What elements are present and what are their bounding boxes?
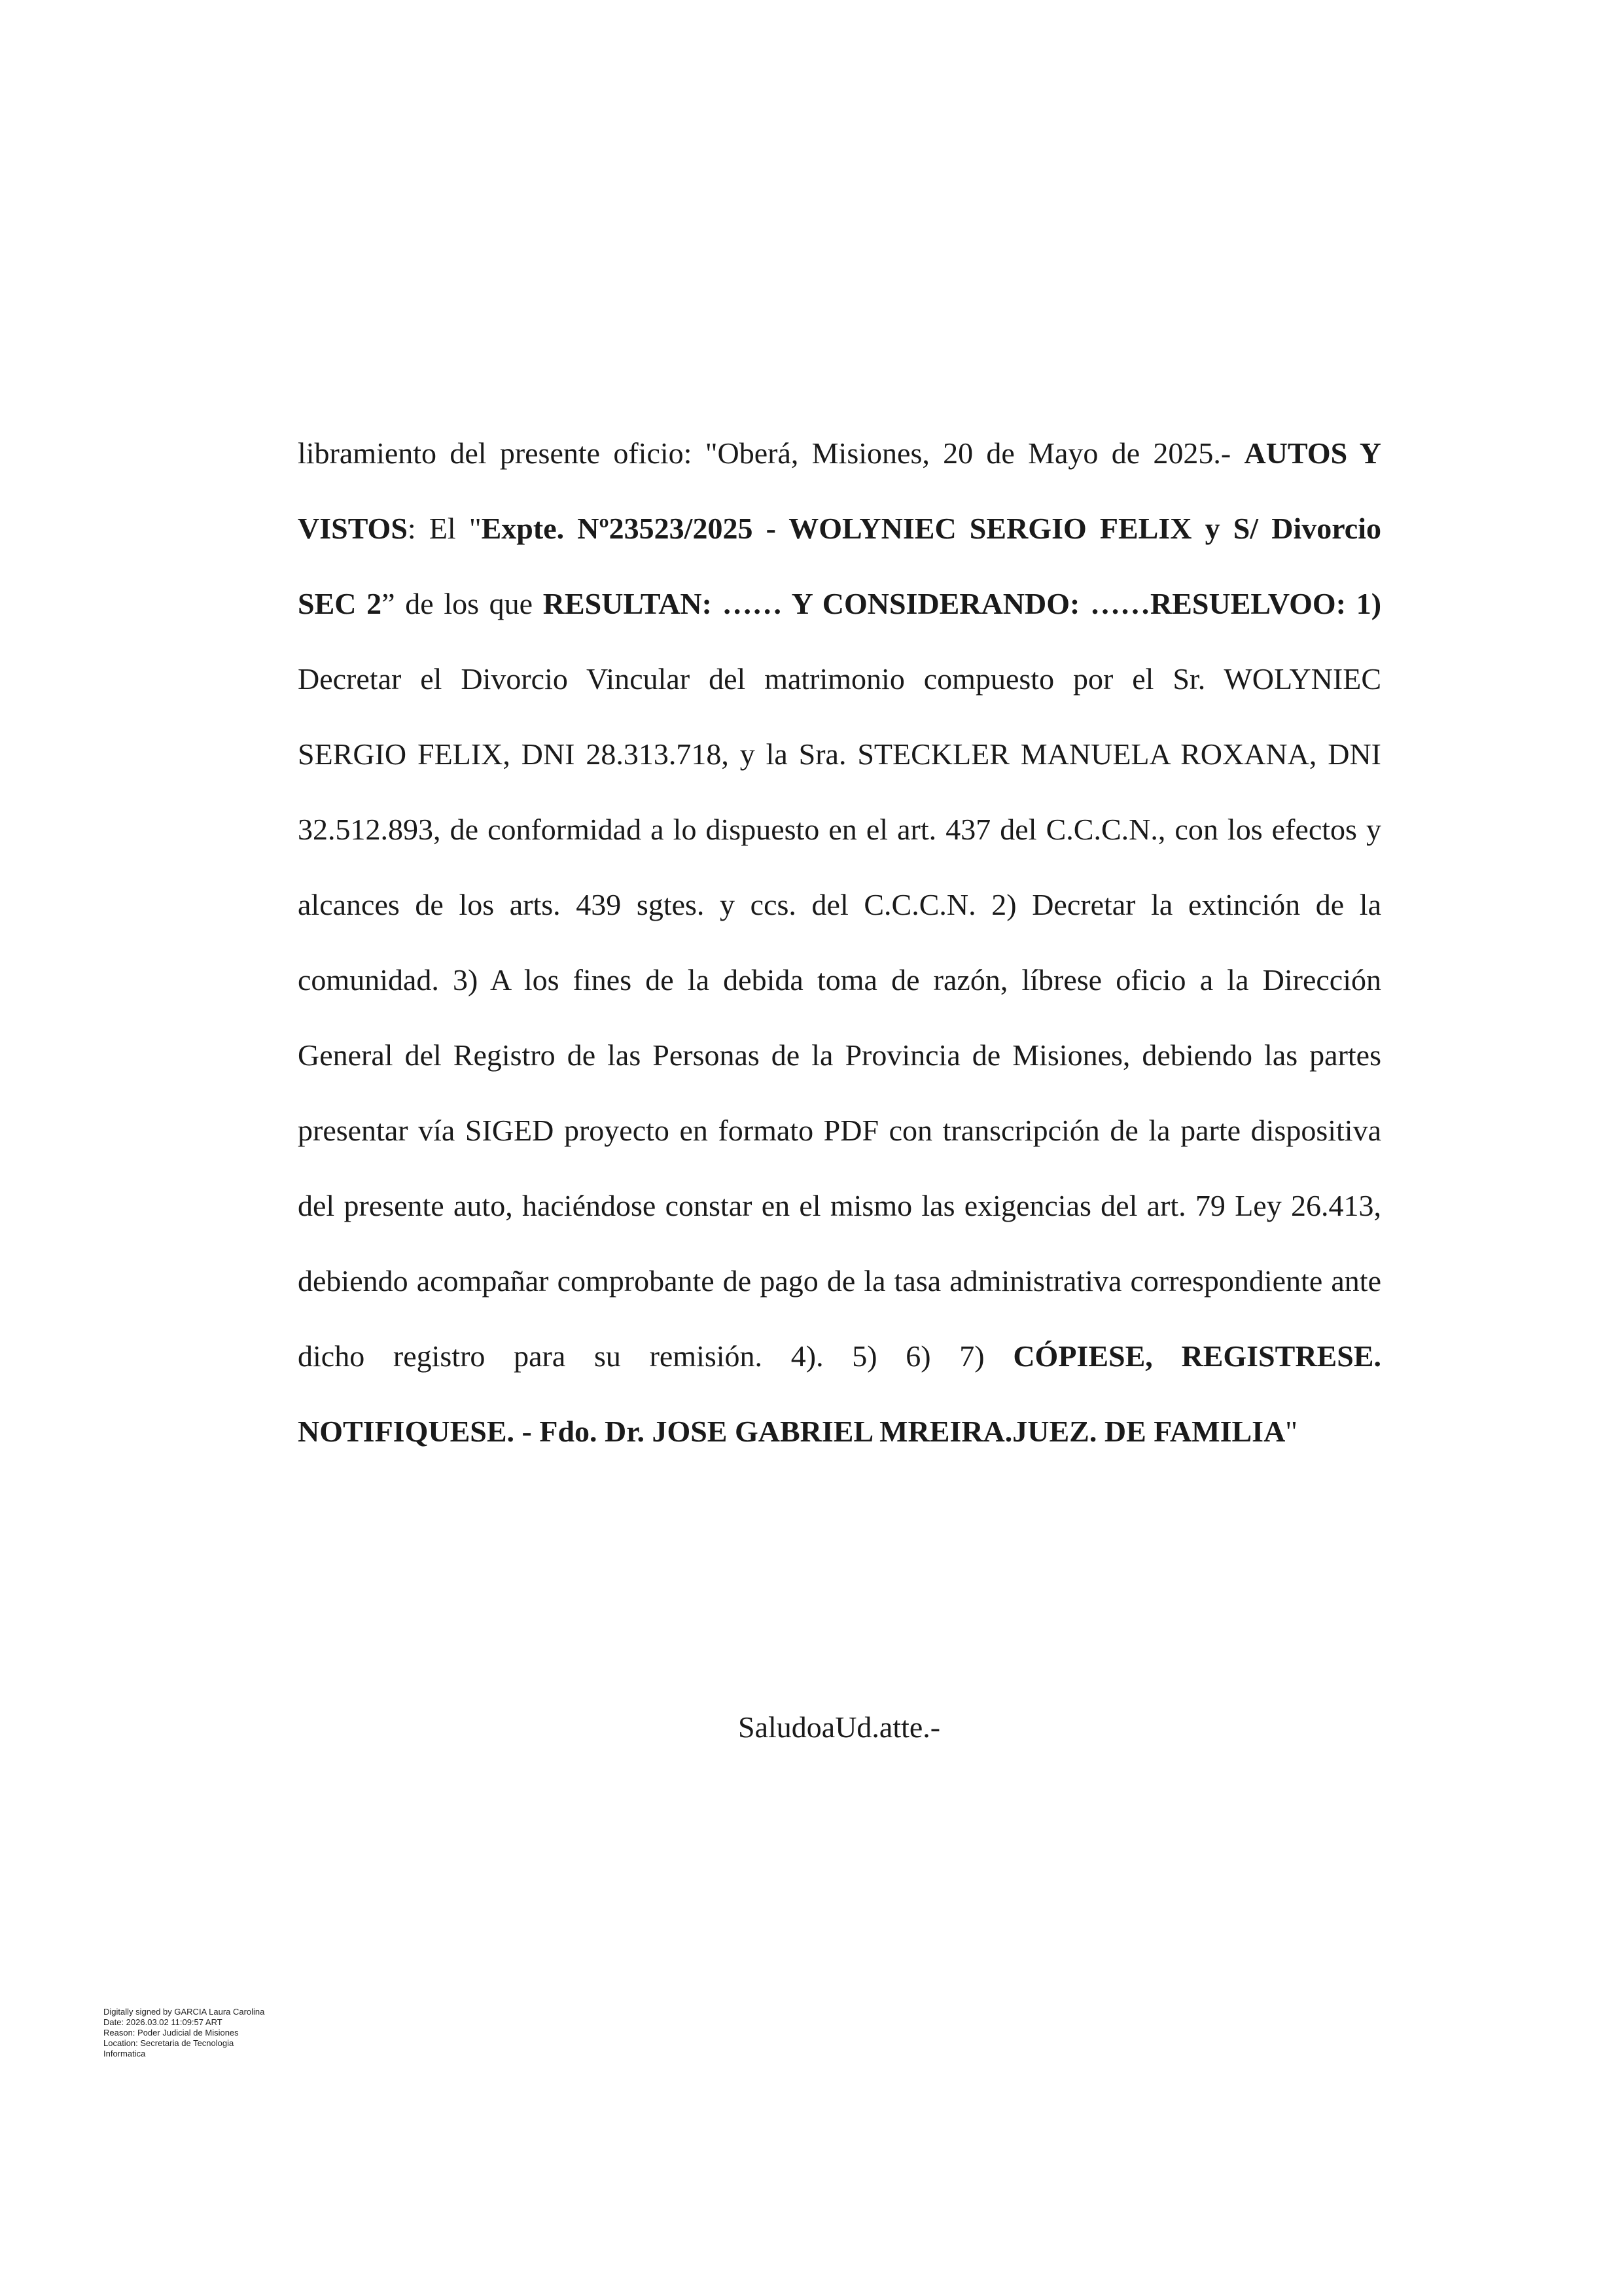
signature-reason: Reason: Poder Judicial de Misiones: [103, 2028, 239, 2038]
body-bold-case-file: Expte. Nº23523/2025 - WOLYNIEC SERGIO FELIX y S/ Divorcio SEC 2: [298, 512, 1382, 620]
body-text-resolution-details: Decretar el Divorcio Vincular del matrimonio compuesto por el Sr. WOLYNIEC SERGIO FELIX, DNI 28.313.718, y la Sra. STECKLER MANUELA ROXANA, DNI 32.512.893, de conformidad a lo dispuesto en el art. 437 del C.C.C.N., con los efectos y alcances de los arts. 439 sgtes. y ccs. del C.C.C.N. 2) Decretar la extinción de la comunidad. 3) A los fines de la debida toma de razón, líbrese oficio a la Dirección General del Registro de las Personas de la Provincia de Misiones, debiendo las partes presentar vía SIGED proyecto en formato PDF con transcripción de la parte dispositiva del presente auto, haciéndose constar en el mismo las exigencias del art. 79 Ley 26.413, debiendo acompañar comprobante de pago de la tasa administrativa correspondiente ante dicho registro para su remisión. 4). 5) 6) 7): [298, 662, 1381, 1373]
body-bold-autos-y-vistos: AUTOS Y VISTOS: [298, 436, 1381, 545]
body-text-segment: libramiento del presente oficio: "Oberá, Misiones, 20 de Mayo de 2025.-: [298, 436, 1244, 470]
signature-location: Location: Secretaria de Tecnologia: [103, 2038, 234, 2048]
body-bold-resultan-considerando: RESULTAN: …… Y CONSIDERANDO: ……RESUELVOO: 1): [542, 587, 1382, 620]
signature-date: Date: 2026.03.02 11:09:57 ART: [103, 2017, 222, 2027]
signature-location-continued: Informatica: [103, 2049, 146, 2058]
body-text-segment: ": [1285, 1415, 1298, 1448]
body-bold-copiese-signature: CÓPIESE, REGISTRESE. NOTIFIQUESE. - Fdo. Dr. JOSE GABRIEL MREIRA.JUEZ. DE FAMILIA: [298, 1339, 1381, 1448]
digital-signature-stamp: [103, 2007, 264, 2059]
resolution-body-paragraph: [298, 415, 1381, 1469]
body-text-segment: : El ": [407, 512, 482, 545]
closing-salutation: SaludoaUd.atte.-: [738, 1710, 941, 1744]
body-text-segment: ” de los que: [381, 587, 543, 620]
signature-signed-by: Digitally signed by GARCIA Laura Carolina: [103, 2007, 265, 2017]
